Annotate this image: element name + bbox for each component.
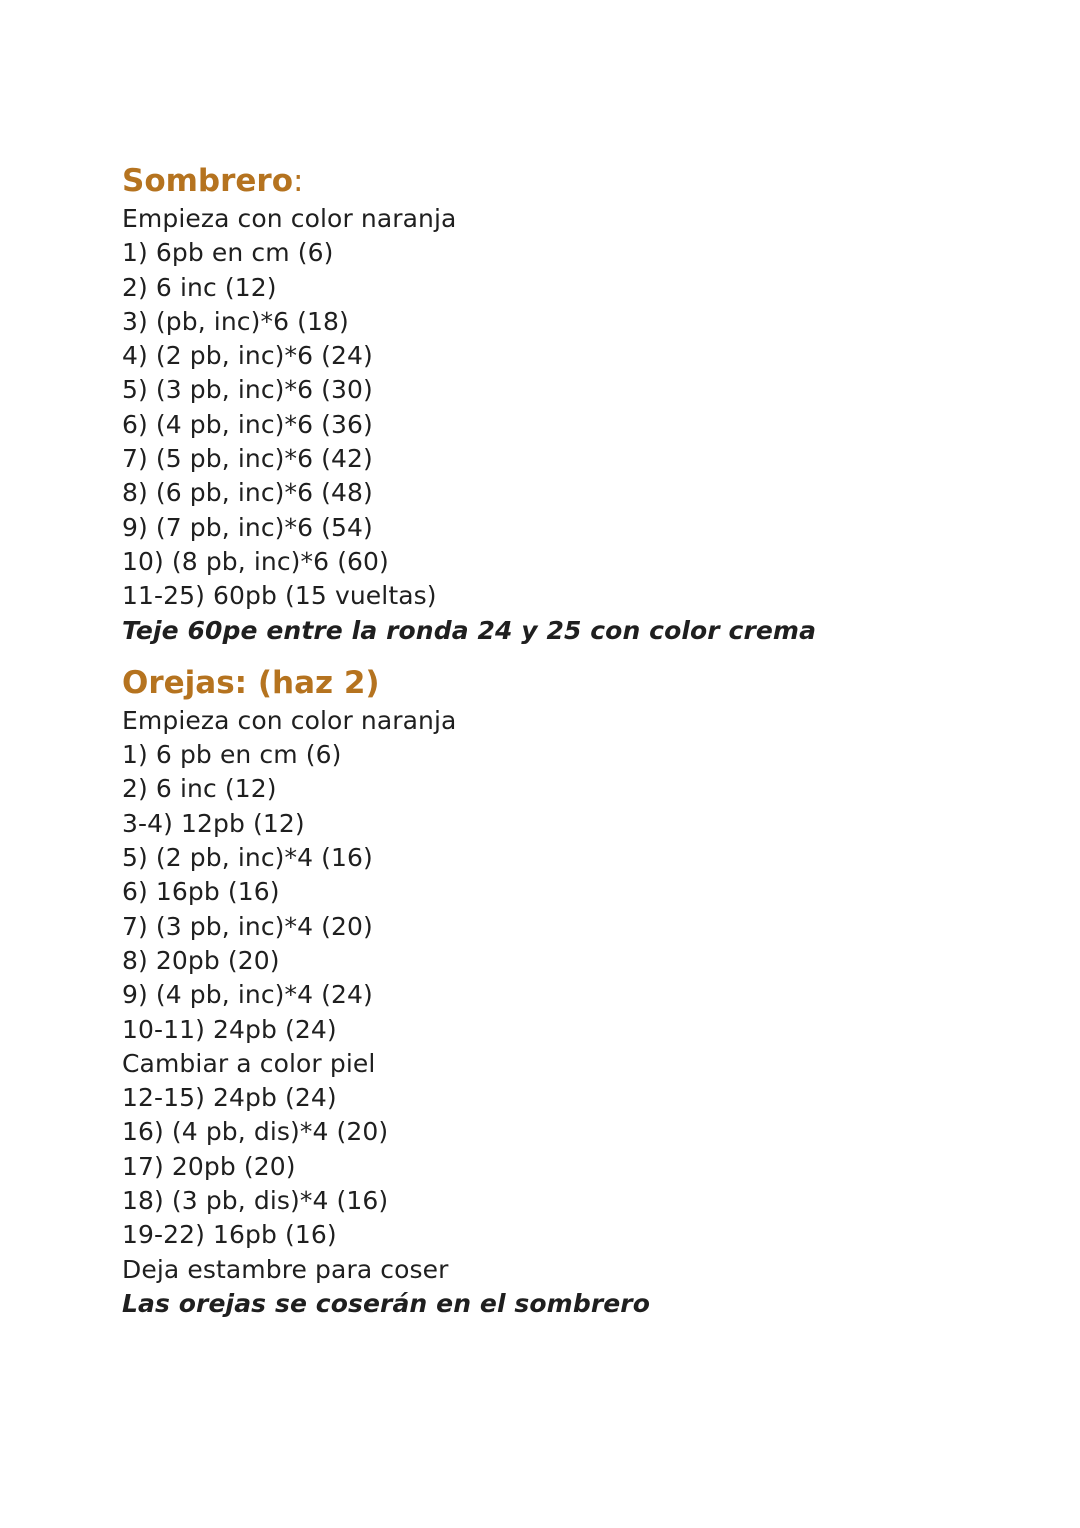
- instruction-line: 4) (2 pb, inc)*6 (24): [122, 341, 373, 371]
- instruction-line: 3) (pb, inc)*6 (18): [122, 306, 349, 336]
- instruction-line: 11-25) 60pb (15 vueltas): [122, 581, 437, 611]
- instruction-line: 9) (7 pb, inc)*6 (54): [122, 512, 373, 542]
- instruction-line: 6) 16pb (16): [122, 877, 280, 907]
- instruction-line: 6) (4 pb, inc)*6 (36): [122, 409, 373, 439]
- instruction-line: 18) (3 pb, dis)*4 (16): [122, 1186, 389, 1216]
- instruction-line: 2) 6 inc (12): [122, 272, 277, 302]
- instruction-line: Deja estambre para coser: [122, 1254, 449, 1284]
- pattern-page: [122, 160, 1022, 1321]
- instruction-line: 1) 6pb en cm (6): [122, 238, 334, 268]
- instruction-line: 5) (3 pb, inc)*6 (30): [122, 375, 373, 405]
- instruction-line: 3-4) 12pb (12): [122, 808, 305, 838]
- instruction-line: 10) (8 pb, inc)*6 (60): [122, 546, 389, 576]
- section-title-sombrero: Sombrero:: [122, 163, 304, 199]
- section-note-orejas: Las orejas se coserán en el sombrero: [122, 1288, 651, 1318]
- instruction-line: 7) (5 pb, inc)*6 (42): [122, 444, 373, 474]
- instruction-line: 5) (2 pb, inc)*4 (16): [122, 843, 373, 873]
- instruction-line: Empieza con color naranja: [122, 204, 457, 233]
- instruction-line: 16) (4 pb, dis)*4 (20): [122, 1117, 389, 1147]
- instruction-line: Empieza con color naranja: [122, 705, 457, 735]
- instruction-list-orejas: [122, 704, 1022, 1321]
- instruction-line: 7) (3 pb, inc)*4 (20): [122, 911, 373, 941]
- instruction-line: 9) (4 pb, inc)*4 (24): [122, 980, 373, 1010]
- instruction-list-sombrero: [122, 202, 1022, 648]
- instruction-line: 1) 6 pb en cm (6): [122, 740, 342, 770]
- section-title-orejas: Orejas: (haz 2): [122, 664, 380, 701]
- section-note-sombrero: Teje 60pe entre la ronda 24 y 25 con color crema: [122, 615, 817, 645]
- instruction-line: 8) 20pb (20): [122, 945, 280, 975]
- section-sombrero: [122, 160, 1022, 648]
- instruction-line: 2) 6 inc (12): [122, 774, 277, 804]
- instruction-line: 19-22) 16pb (16): [122, 1220, 337, 1250]
- section-orejas: [122, 662, 1022, 1321]
- instruction-line: 12-15) 24pb (24): [122, 1083, 337, 1113]
- instruction-line: Cambiar a color piel: [122, 1048, 376, 1078]
- instruction-line: 8) (6 pb, inc)*6 (48): [122, 478, 373, 508]
- instruction-line: 17) 20pb (20): [122, 1151, 296, 1181]
- instruction-line: 10-11) 24pb (24): [122, 1014, 337, 1044]
